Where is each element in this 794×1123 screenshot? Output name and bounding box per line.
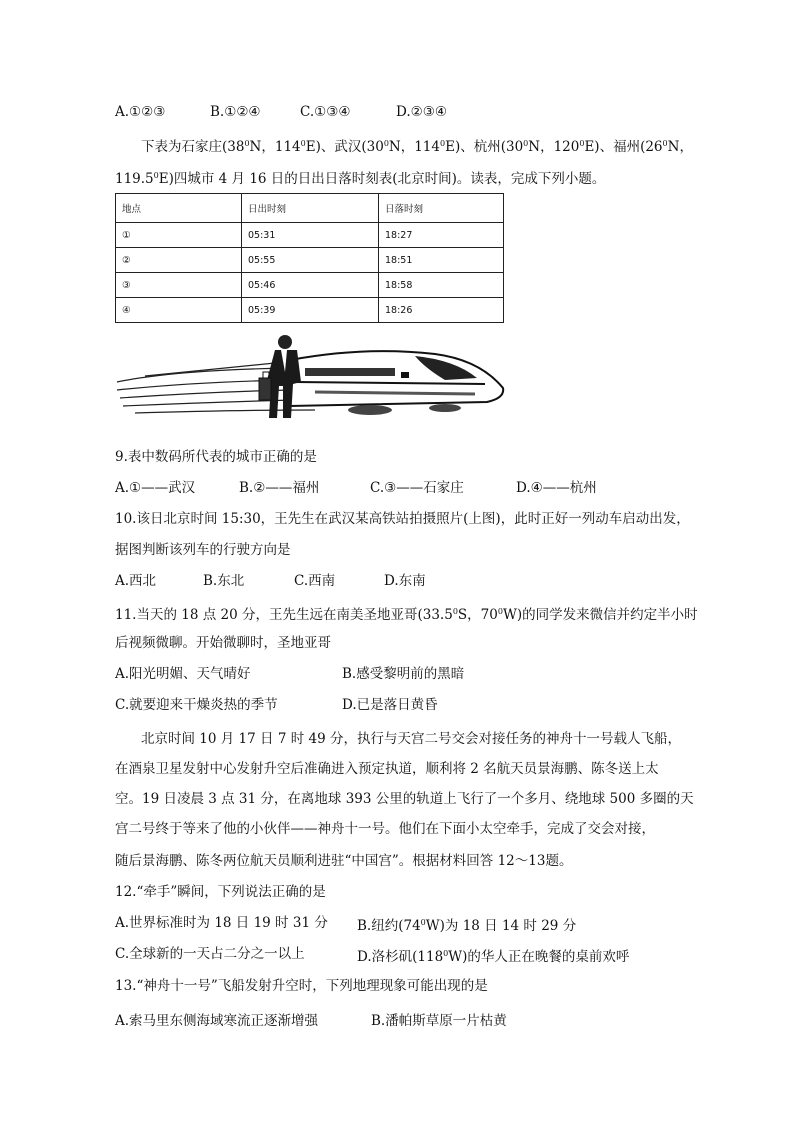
prev-option-b: B.①②④ [210, 104, 261, 120]
q13-option-b: B.潘帕斯草原一片枯黄 [371, 1013, 507, 1029]
q10-stem-1: 10.该日北京时间 15:30，王先生在武汉某高铁站拍摄照片(上图)，此时正好一列动车启动出发， [115, 511, 690, 527]
q10-option-a: A.西北 [115, 573, 157, 589]
q13-stem: 13.“神舟十一号”飞船发射升空时，下列地理现象可能出现的是 [115, 978, 488, 994]
q10-stem-2: 据图判断该列车的行驶方向是 [115, 542, 291, 558]
sun-times-table [115, 193, 504, 323]
intro-line-2: 119.5$^0$E)四城市 4 月 16 日的日出日落时刻表(北京时间)。读表，完成下列小题。 [115, 171, 606, 187]
table-cell: 05:39 [242, 298, 379, 323]
train-photo [115, 332, 507, 424]
table-cell: ① [116, 223, 242, 248]
passage-line-2: 在酒泉卫星发射中心发射升空后准确进入预定执道，顺利将 2 名航天员景海鹏、陈冬送上太 [115, 761, 659, 777]
table-cell: 18:58 [379, 273, 504, 298]
q12-option-a: A.世界标准时为 18 日 19 时 31 分 [115, 915, 328, 931]
train [290, 351, 503, 415]
table-cell: 18:51 [379, 248, 504, 273]
table-cell: 18:27 [379, 223, 504, 248]
table-cell: 05:31 [242, 223, 379, 248]
table-cell: ④ [116, 298, 242, 323]
q10-option-c: C.西南 [294, 573, 336, 589]
table-cell: 18:26 [379, 298, 504, 323]
passage-line-4: 宫二号终于等来了他的小伙伴——神舟十一号。他们在下面小太空牵手，完成了交会对接， [115, 821, 655, 837]
q12-option-b: B.纽约$(74^0W)$为 18 日 14 时 29 分 [357, 918, 577, 934]
table-cell: ③ [116, 273, 242, 298]
q9-stem: 9.表中数码所代表的城市正确的是 [115, 449, 317, 465]
table-header-cell: 日出时刻 [242, 194, 379, 223]
prev-option-d: D.②③④ [396, 104, 447, 120]
q12-stem: 12.“牵手”瞬间，下列说法正确的是 [115, 884, 326, 900]
q9-option-d: D.④——杭州 [516, 480, 597, 496]
prev-option-c: C.①③④ [300, 104, 351, 120]
q10-option-b: B.东北 [203, 573, 245, 589]
table-cell: 05:46 [242, 273, 379, 298]
table-row [116, 273, 504, 298]
q11-option-c: C.就要迎来干燥炎热的季节 [115, 697, 278, 713]
table-header-cell: 地点 [116, 194, 242, 223]
table-row [116, 248, 504, 273]
q10-option-d: D.东南 [384, 573, 426, 589]
q11-stem-1: 11.当天的 18 点 20 分，王先生远在南美圣地亚哥(33.5$^0$S，$70^0W$)的同学发来微信并约定半小时 [115, 607, 698, 623]
table-cell: ② [116, 248, 242, 273]
passage-line-1: 北京时间 10 月 17 日 7 时 49 分，执行与天宫二号交会对接任务的神舟十一号载人飞船， [141, 731, 681, 747]
passage-line-5: 随后景海鹏、陈冬两位航天员顺利进驻“中国宫”。根据材料回答 12～13题。 [115, 853, 573, 869]
q13-option-a: A.索马里东侧海域寒流正逐渐增强 [115, 1013, 319, 1029]
intro-line-1: 下表为石家庄($38^0N$，$114^0E$)、武汉($30^0N$，$114^0E$)、杭州($30^0N$，$120^0E$)、福州($26^0N$， [141, 139, 693, 155]
table-cell: 05:55 [242, 248, 379, 273]
q12-option-c: C.全球新的一天占二分之一以上 [115, 946, 305, 962]
passage-line-3: 空。19 日凌晨 3 点 31 分，在离地球 393 公里的轨道上飞行了一个多月、绕地球 500 多圈的天 [115, 791, 694, 807]
table-header-cell: 日落时刻 [379, 194, 504, 223]
table-header-row [116, 194, 504, 223]
q9-option-c: C.③——石家庄 [370, 480, 464, 496]
q9-option-b: B.②——福州 [239, 480, 320, 496]
q11-option-d: D.已是落日黄昏 [342, 697, 438, 713]
q12-option-d: D.洛杉矶$(118^0W)$的华人正在晚餐的桌前欢呼 [357, 949, 630, 965]
prev-option-a: A.①②③ [115, 104, 166, 120]
q9-option-a: A.①——武汉 [115, 480, 196, 496]
q11-stem-2: 后视频微聊。开始微聊时，圣地亚哥 [115, 635, 331, 651]
q11-option-a: A.阳光明媚、天气晴好 [115, 666, 251, 682]
table-row [116, 223, 504, 248]
q11-option-b: B.感受黎明前的黑暗 [342, 666, 465, 682]
table-row [116, 298, 504, 323]
